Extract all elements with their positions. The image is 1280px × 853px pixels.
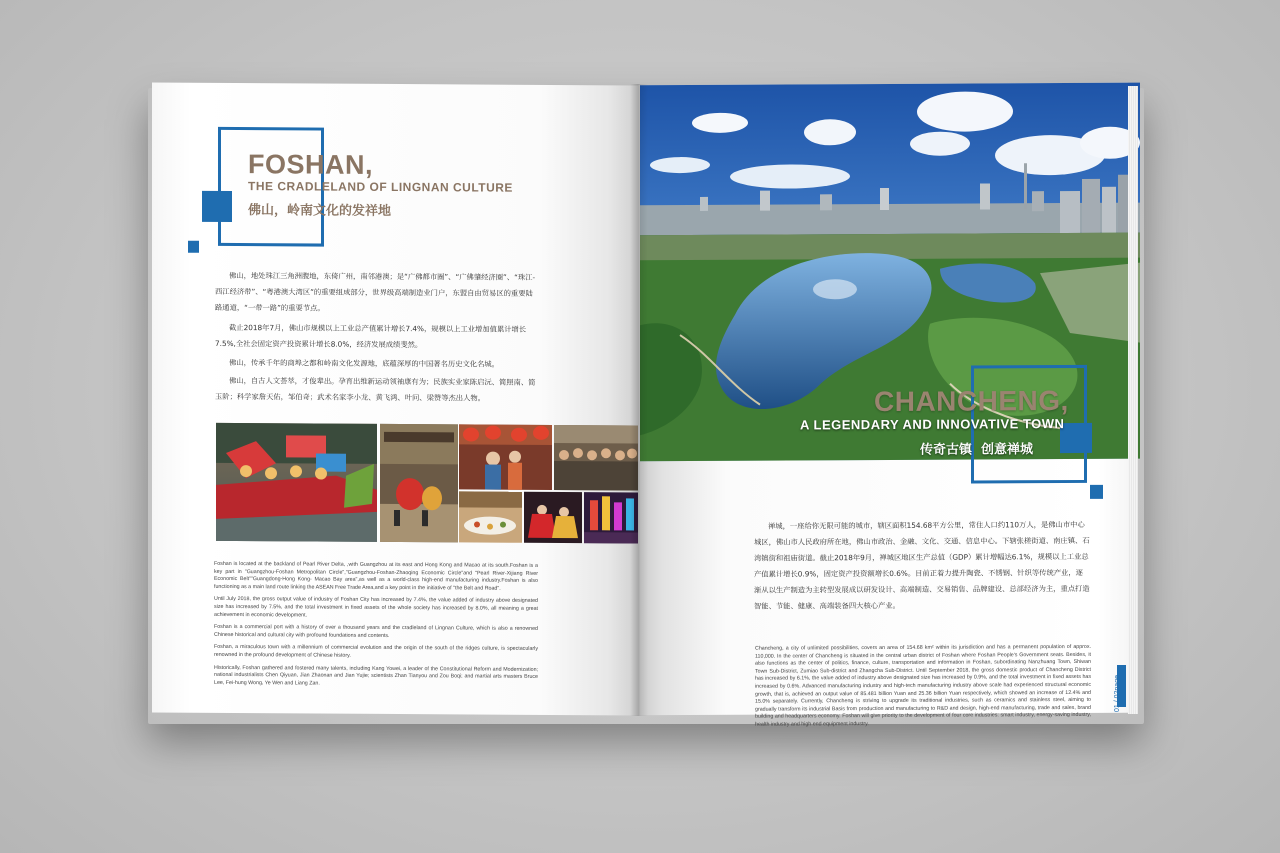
photo-dragon-boat xyxy=(216,423,377,542)
title-square-large-right xyxy=(1060,423,1092,453)
page-title-cn-right: 传奇古镇 创意禅城 xyxy=(920,442,1034,458)
en-paragraph-1: Foshan is located at the backland of Pearl River Delta, ,with Guangzhou at its east and Hong Kong and Macao at its south.Foshan is a key part in "Guangzhou-Foshan Metropolitan Circle","Guangzhou-Foshan-Zhaoqing Economic Circle"and "Pearl River-Xijiang River Economic Belt""Guangdong-Hong Kong- Macao Bay area",as well as a world-class high-end manufacturing industry.Foshan is also functioning as a main land route linking the ASEAN Free Trade Area,and a key point in the initiative of "the Belt and Road". xyxy=(214,560,538,592)
en-paragraph-3: Foshan is a commercial port with a history of over a thousand years and the cradleland of Lingnan Culture, which is also a renowned Chinese historical and cultural city with profound foundations and contents. xyxy=(214,624,538,639)
en-paragraph-2: Until July 2018, the gross output value of industry of Foshan City has increased by 7.4%, the value added of industry above designated size has increased by 7.5%, and the total investment in fixed assets of the whole society has increased by 8.0%, all meaning a great achievement in economic development. xyxy=(214,596,538,619)
photo-banquet xyxy=(459,491,522,542)
en-text-left xyxy=(214,561,538,694)
left-page xyxy=(152,83,638,716)
en-paragraph-right: Chancheng, a city of unlimited possibilities, covers an area of 154.68 km² within its jurisdiction and has a permanent population of approx. 110,000. In the center of Chancheng is situated in the central urban district of Foshan where Foshan People's Government seats. Besides, it also functions as the center of politics, finance, culture, transportation and information in Foshan, subordinating Nanzhuang Town, Shiwan Town Sub-District, Zumiao Sub-district and Zhangcha Sub-District. Until September 2018, the gross domestic product of Chancheng District has increased by 6.1%, the value added of industry above designated size has increased by 0.9%, and the total investment in fixed assets has increased by 0.6%. Advanced manufacturing industry and high-tech manufacturing industry above scale had experienced structural economic growth, that is, achieved an output value of 85.481 billion Yuan and 25.36 billion Yuan respectively, which showed an increase of 12.4% and 15.0% separately. Currently, Chancheng is striving to upgrade its traditional industries, such as ceramics and stainless steel, aiming to gradually transform its industrial Basis from production and manufacturing to R&D and design, high-end manufacturing, trade and sales, brand building and headquarters economy. Foshan will give priority to the development of four core industries: smart industry, energy-saving industry, health industry and high end equipment industry. xyxy=(755,643,1091,728)
page-edge xyxy=(1128,86,1138,714)
cn-paragraph-1: 佛山，地处珠江三角洲腹地，东倚广州，南邻港澳；是“广佛都市圈”、“广佛肇经济圈”、“珠江-西江经济带”、“粤港澳大湾区”的重要组成部分，世界级高端制造业门户，东盟自由贸易区的重要陆路通道，“一带一路”的重要节点。 xyxy=(215,270,536,313)
photo-crowd-ceremony xyxy=(554,425,638,491)
photo-lanterns-family xyxy=(459,424,552,490)
title-square-small-right xyxy=(1090,485,1103,499)
page-title: FOSHAN, xyxy=(248,149,373,180)
page-title-right: CHANCHENG, xyxy=(874,385,1069,418)
title-square-small xyxy=(188,241,199,253)
en-text-right xyxy=(755,644,1091,734)
en-paragraph-5: Historically, Foshan gathered and fostered many talents, including Kang Yowei, a leader of the Constitutional Reform and Modernization; national industrialists Chen Qiyuan, Jian Zhaonan and Jian Yujie; scientists Zhan Tianyou and Zou Boqi; and martial arts masters Bruce Lee, Fei-hung Wong, Ye Wen and Liang Zan. xyxy=(214,664,538,687)
cn-paragraph-2: 截止2018年7月，佛山市规模以上工业总产值累计增长7.4%，规模以上工业增加值累计增长7.5%,全社会固定资产投资累计增长8.0%，经济发展成绩斐然。 xyxy=(215,322,527,350)
page-subtitle: THE CRADLELAND OF LINGNAN CULTURE xyxy=(248,179,513,195)
cn-paragraph-right: 禅城，一座给你无限可能的城市，辖区面积154.68平方公里，常住人口约110万人，是佛山市中心城区，佛山市人民政府所在地，佛山市政治、金融、文化、交通、信息中心。下辖张槎街道、南庄镇、石湾镇街和祖庙街道。截止2018年9月，禅城区地区生产总值（GDP）累计增幅达6.1%，规模以上工业总产值累计增长0.9%，固定资产投资额增长0.6%。目前正着力提升陶瓷、不锈钢、针织等传统产业，逐渐从以生产制造为主转型发展成以研发设计、高端制造、交易销售、品牌建设、总部经济为主，重点打造智能、节能、健康、高端装备四大核心产业。 xyxy=(754,519,1090,611)
en-paragraph-4: Foshan, a miraculous town with a millennium of commercial evolution and the origin of the south of the ridges culture, is spectacularly renowned in the profound development of Chinese history. xyxy=(214,644,538,659)
photo-lion-dance xyxy=(380,424,458,542)
right-page xyxy=(638,83,1128,728)
page-subtitle-right: A LEGENDARY AND INNOVATIVE TOWN xyxy=(800,416,1065,433)
page-number: 01 / 02page xyxy=(1114,675,1121,712)
photo-dance-performance xyxy=(524,492,582,543)
title-square-large xyxy=(202,191,232,222)
photo-lantern-festival xyxy=(584,492,638,543)
cn-paragraph-3: 佛山，传承千年的商埠之都和岭南文化发源地，底蕴深厚的中国著名历史文化名城。 xyxy=(229,357,499,369)
page-title-cn: 佛山，岭南文化的发祥地 xyxy=(248,203,392,219)
cn-paragraph-4: 佛山，自古人文荟萃，才俊辈出。孕育出维新运动领袖康有为；民族实业家陈启沅、简照南、简玉阶；科学家詹天佑，邹伯奇；武术名家李小龙、黄飞鸿、叶问、梁赞等杰出人物。 xyxy=(215,375,536,403)
